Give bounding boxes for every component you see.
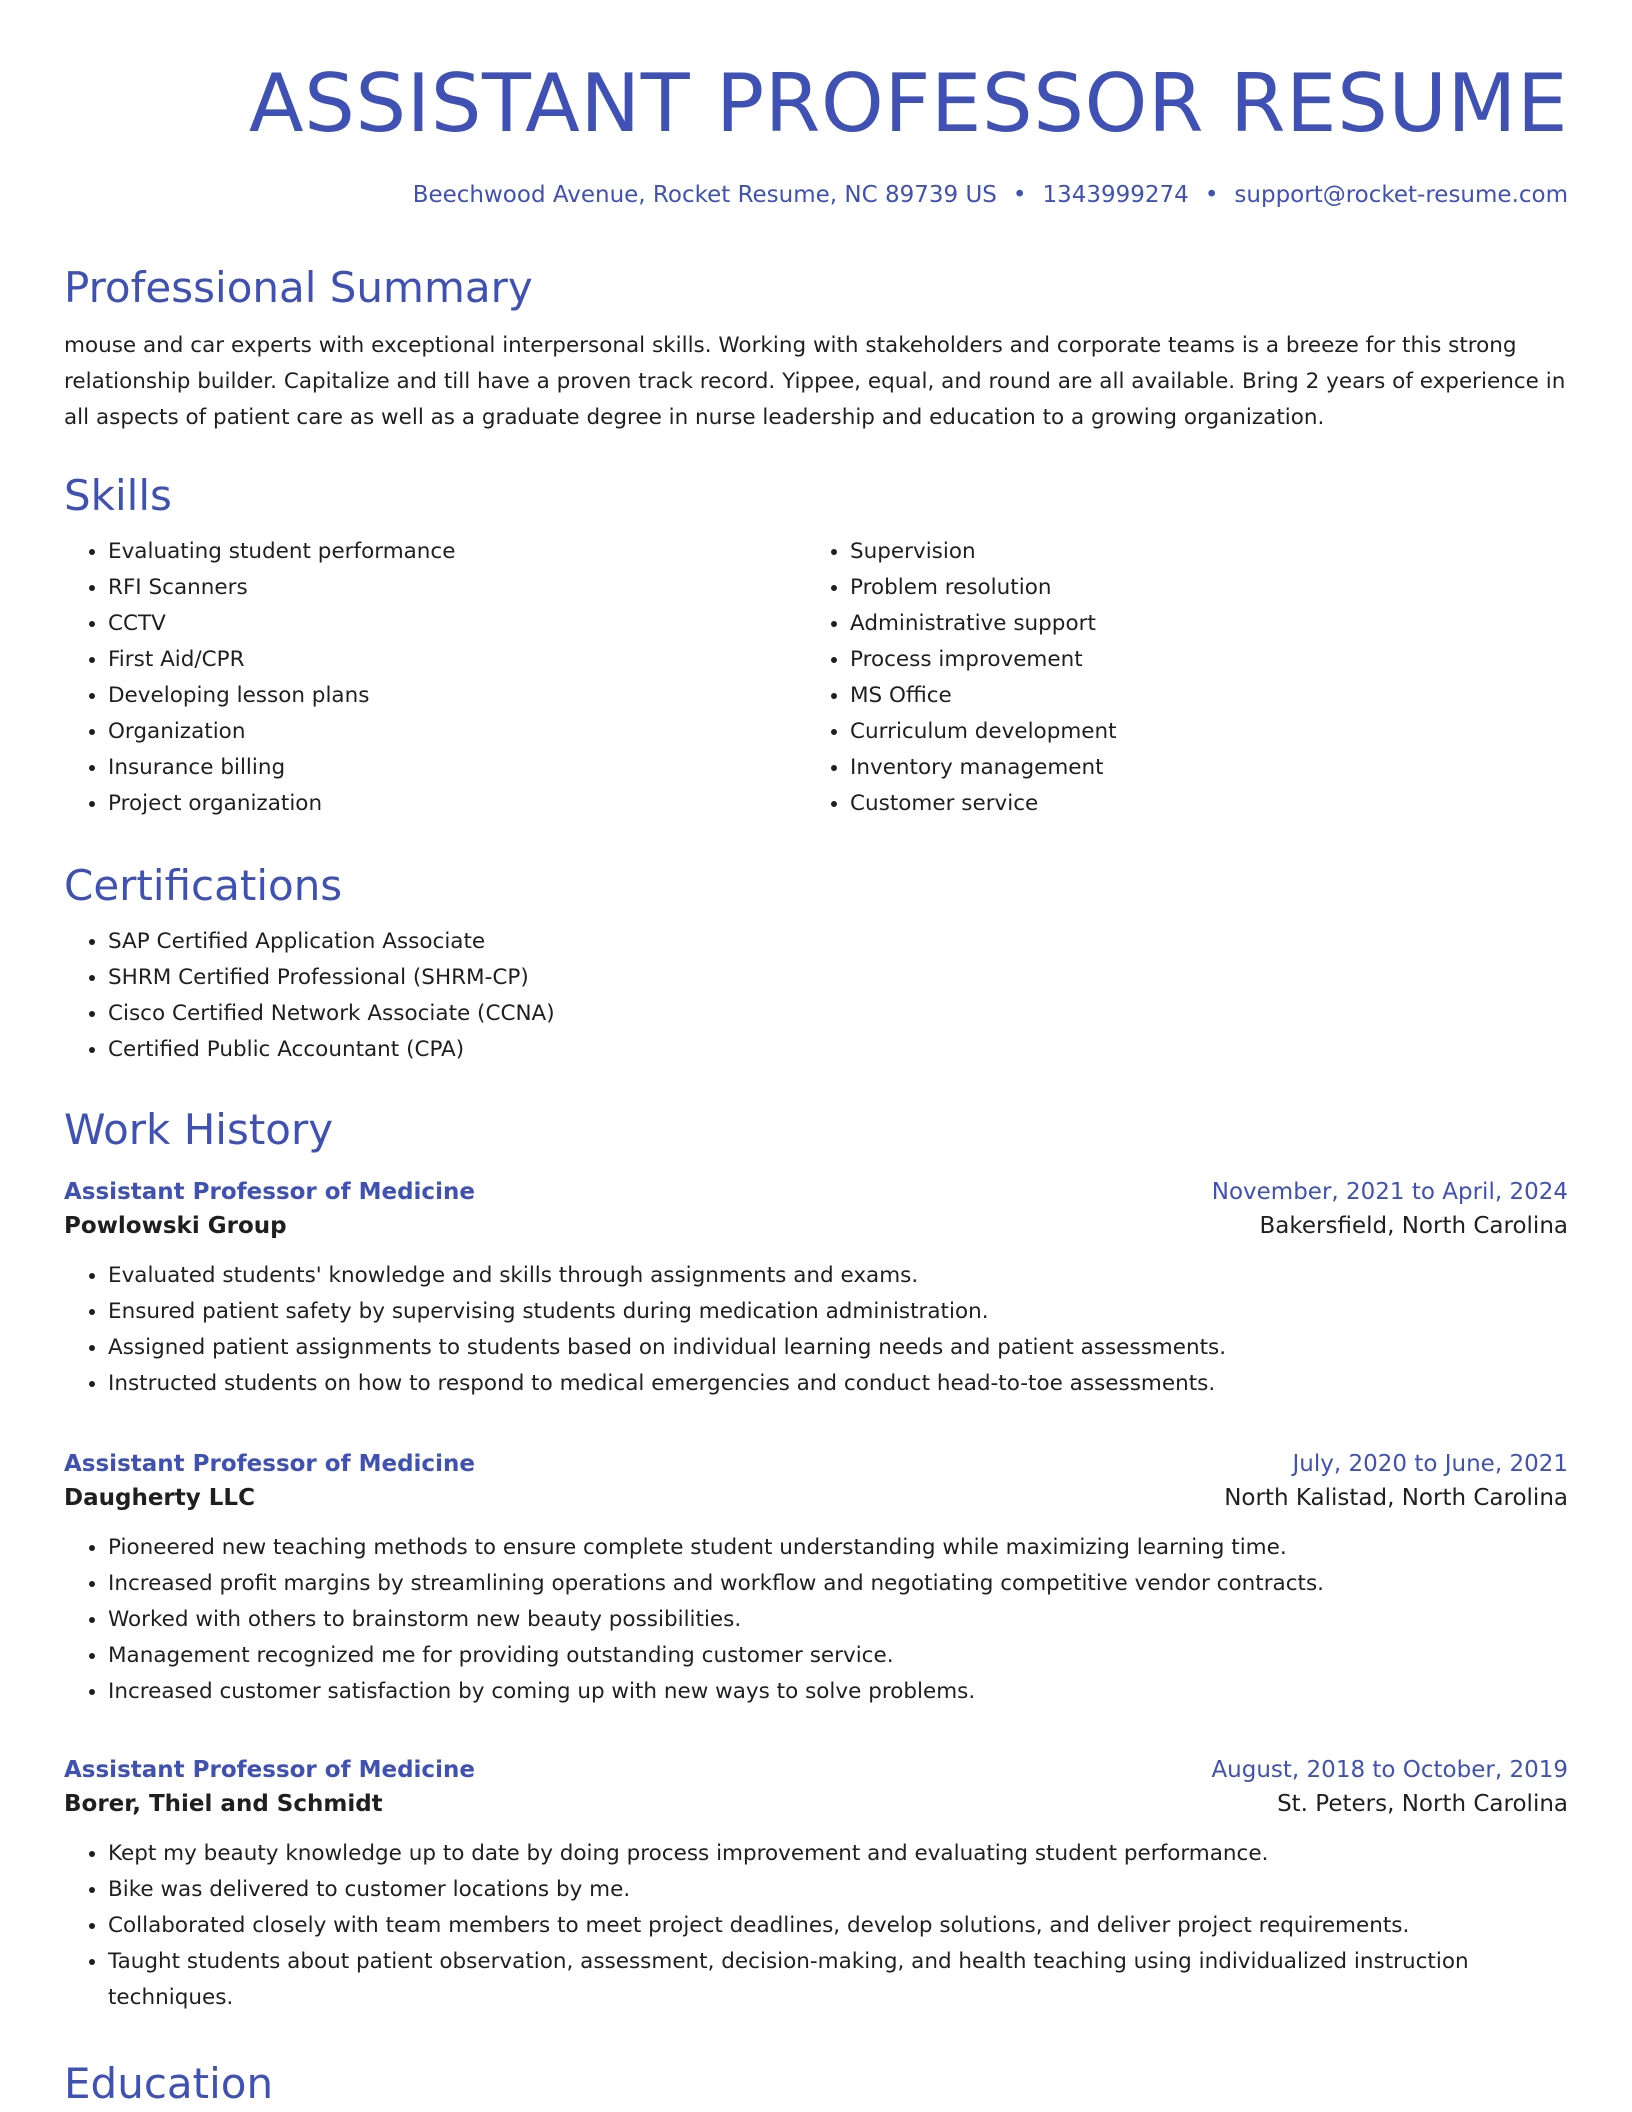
job-header-row: [64, 1448, 1568, 1480]
certification-item: • Certified Public Accountant (CPA): [108, 1032, 1568, 1068]
job-bullet: • Increased customer satisfaction by coming up with new ways to solve problems.: [108, 1674, 1568, 1710]
skills-grid: [64, 534, 1568, 822]
section-heading-summary: Professional Summary: [64, 263, 533, 312]
contact-separator: •: [1012, 182, 1027, 208]
job-bullet: • Management recognized me for providing outstanding customer service.: [108, 1638, 1568, 1674]
skills-column-left: [64, 534, 806, 822]
job-dates: August, 2018 to October, 2019: [1211, 1757, 1568, 1783]
certifications-list: [64, 924, 1568, 1068]
job-bullet: • Ensured patient safety by supervising students during medication administration.: [108, 1294, 1568, 1330]
job-bullet: • Instructed students on how to respond to medical emergencies and conduct head-to-toe assessments.: [108, 1366, 1568, 1402]
skill-item: • Administrative support: [850, 606, 1548, 642]
job-bullets: [64, 1258, 1568, 1402]
job-location: North Kalistad, North Carolina: [1224, 1485, 1568, 1511]
job-bullet: • Bike was delivered to customer locations by me.: [108, 1872, 1568, 1908]
contact-phone: 1343999274: [1042, 182, 1189, 208]
skill-item: • Curriculum development: [850, 714, 1548, 750]
job-bullet: • Collaborated closely with team members to meet project deadlines, develop solutions, and deliver project requirements.: [108, 1908, 1568, 1944]
job-company: Powlowski Group: [64, 1213, 287, 1239]
skill-item: • Insurance billing: [108, 750, 806, 786]
section-heading-work-history: Work History: [64, 1105, 334, 1154]
job-bullet: • Assigned patient assignments to students based on individual learning needs and patient assessments.: [108, 1330, 1568, 1366]
section-heading-certifications: Certifications: [64, 861, 343, 910]
job-bullet: • Evaluated students' knowledge and skills through assignments and exams.: [108, 1258, 1568, 1294]
job-company: Daugherty LLC: [64, 1485, 255, 1511]
contact-line: [64, 180, 1568, 210]
job-bullet: • Pioneered new teaching methods to ensure complete student understanding while maximizing learning time.: [108, 1530, 1568, 1566]
job-bullet: • Taught students about patient observation, assessment, decision-making, and health teaching using individualized instruction techniques.: [108, 1944, 1568, 2016]
resume-title: ASSISTANT PROFESSOR RESUME: [248, 57, 1568, 150]
job-location: St. Peters, North Carolina: [1277, 1791, 1568, 1817]
contact-separator: •: [1204, 182, 1219, 208]
job-company-row: [64, 1208, 1568, 1244]
section-heading-education: Education: [64, 2059, 274, 2108]
job-bullets: [64, 1530, 1568, 1710]
skill-item: • Supervision: [850, 534, 1548, 570]
skill-item: • Project organization: [108, 786, 806, 822]
certification-item: • SHRM Certified Professional (SHRM-CP): [108, 960, 1568, 996]
job-location: Bakersfield, North Carolina: [1259, 1213, 1568, 1239]
job-dates: November, 2021 to April, 2024: [1211, 1179, 1568, 1205]
job-company-row: [64, 1786, 1568, 1822]
skill-item: • Developing lesson plans: [108, 678, 806, 714]
skill-item: • MS Office: [850, 678, 1548, 714]
job-entry: [64, 1176, 1568, 1402]
job-company: Borer, Thiel and Schmidt: [64, 1791, 383, 1817]
skill-item: • Inventory management: [850, 750, 1548, 786]
skill-item: • Organization: [108, 714, 806, 750]
skill-item: • Customer service: [850, 786, 1548, 822]
certification-item: • SAP Certified Application Associate: [108, 924, 1568, 960]
contact-email[interactable]: support@rocket-resume.com: [1234, 182, 1568, 208]
section-heading-skills: Skills: [64, 471, 172, 520]
job-title: Assistant Professor of Medicine: [64, 1757, 475, 1783]
skills-list-left: [64, 534, 806, 822]
job-entry: [64, 1754, 1568, 2016]
job-title: Assistant Professor of Medicine: [64, 1179, 475, 1205]
resume-page: [64, 0, 1568, 2108]
job-bullet: • Increased profit margins by streamlining operations and workflow and negotiating competitive vendor contracts.: [108, 1566, 1568, 1602]
job-company-row: [64, 1480, 1568, 1516]
summary-text: mouse and car experts with exceptional interpersonal skills. Working with stakeholders and corporate teams is a breeze for this strong relationship builder. Capitalize and till have a proven track record. Yippee, equal, and round are all available. Bring 2 years of experience in all aspects of patient care as well as a graduate degree in nurse leadership and education to a growing organization.: [64, 333, 1566, 430]
job-dates: July, 2020 to June, 2021: [1292, 1451, 1568, 1477]
skills-list-right: [806, 534, 1548, 822]
skill-item: • First Aid/CPR: [108, 642, 806, 678]
skill-item: • Evaluating student performance: [108, 534, 806, 570]
skill-item: • Process improvement: [850, 642, 1548, 678]
job-bullets: [64, 1836, 1568, 2016]
professional-summary-section: [64, 262, 1568, 436]
skill-item: • RFI Scanners: [108, 570, 806, 606]
certifications-section: [64, 860, 1568, 1068]
job-header-row: [64, 1176, 1568, 1208]
job-header-row: [64, 1754, 1568, 1786]
education-section: [64, 2058, 1568, 2110]
skill-item: • CCTV: [108, 606, 806, 642]
job-entry: [64, 1448, 1568, 1710]
work-history-section: [64, 1104, 1568, 1156]
skills-column-right: [806, 534, 1548, 822]
contact-address: Beechwood Avenue, Rocket Resume, NC 89739 US: [412, 182, 997, 208]
job-title: Assistant Professor of Medicine: [64, 1451, 475, 1477]
job-bullet: • Kept my beauty knowledge up to date by doing process improvement and evaluating student performance.: [108, 1836, 1568, 1872]
skills-section: [64, 470, 1568, 822]
certification-item: • Cisco Certified Network Associate (CCNA): [108, 996, 1568, 1032]
job-bullet: • Worked with others to brainstorm new beauty possibilities.: [108, 1602, 1568, 1638]
skill-item: • Problem resolution: [850, 570, 1548, 606]
